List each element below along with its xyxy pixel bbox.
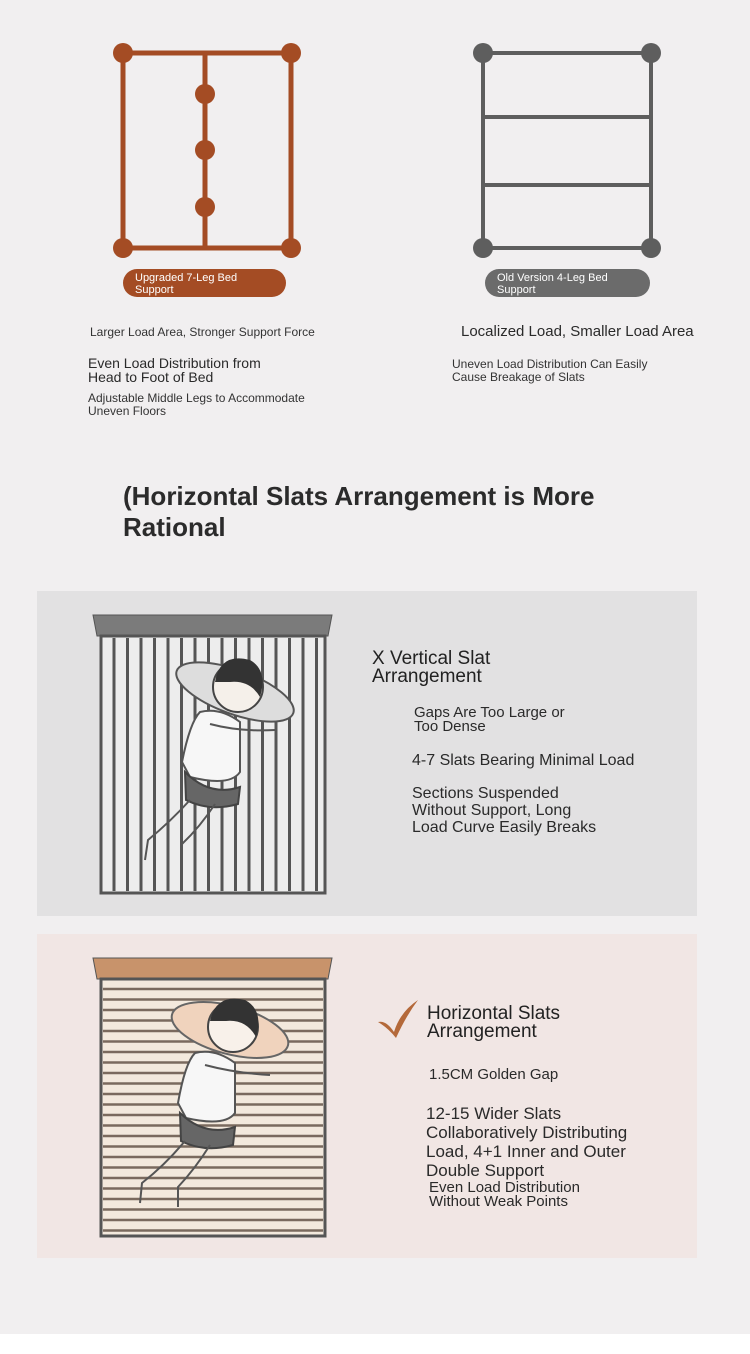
vertical-item-suspended-sections: Sections Suspended Without Support, Long Load Curve Easily Breaks	[412, 785, 597, 836]
new-support-point-adjustable-legs: Adjustable Middle Legs to Accommodate Uneven Floors	[88, 391, 305, 418]
vertical-item-gaps: Gaps Are Too Large or Too Dense	[414, 704, 565, 735]
page-bottom-strip	[0, 1334, 750, 1354]
upgraded-support-badge: Upgraded 7-Leg Bed Support	[123, 269, 286, 297]
seven-leg-frame-diagram	[105, 35, 310, 265]
old-support-point-uneven-load: Uneven Load Distribution Can Easily Cause Breakage of Slats	[452, 357, 648, 384]
horizontal-slat-bed-illustration	[90, 955, 335, 1240]
vertical-slat-bed-illustration	[90, 612, 335, 897]
checkmark-icon	[376, 998, 420, 1040]
vertical-panel-title: X Vertical Slat Arrangement	[372, 648, 491, 687]
old-support-badge: Old Version 4-Leg Bed Support	[485, 269, 650, 297]
horizontal-panel-title: Horizontal Slats Arrangement	[427, 1003, 561, 1042]
horizontal-item-even-load: Even Load Distribution Without Weak Points	[429, 1179, 580, 1210]
horizontal-item-golden-gap: 1.5CM Golden Gap	[429, 1066, 559, 1083]
new-support-point-even-load: Even Load Distribution from Head to Foot of Bed	[88, 355, 261, 385]
new-support-subtitle: Larger Load Area, Stronger Support Force	[90, 325, 315, 339]
four-leg-frame-diagram	[465, 35, 670, 265]
horizontal-item-wider-slats: 12-15 Wider Slats Collaboratively Distributing Load, 4+1 Inner and Outer Double Support	[426, 1104, 628, 1180]
section-heading: (Horizontal Slats Arrangement is More Rational	[123, 481, 595, 542]
old-support-subtitle: Localized Load, Smaller Load Area	[461, 323, 694, 340]
vertical-item-minimal-load: 4-7 Slats Bearing Minimal Load	[412, 752, 635, 769]
